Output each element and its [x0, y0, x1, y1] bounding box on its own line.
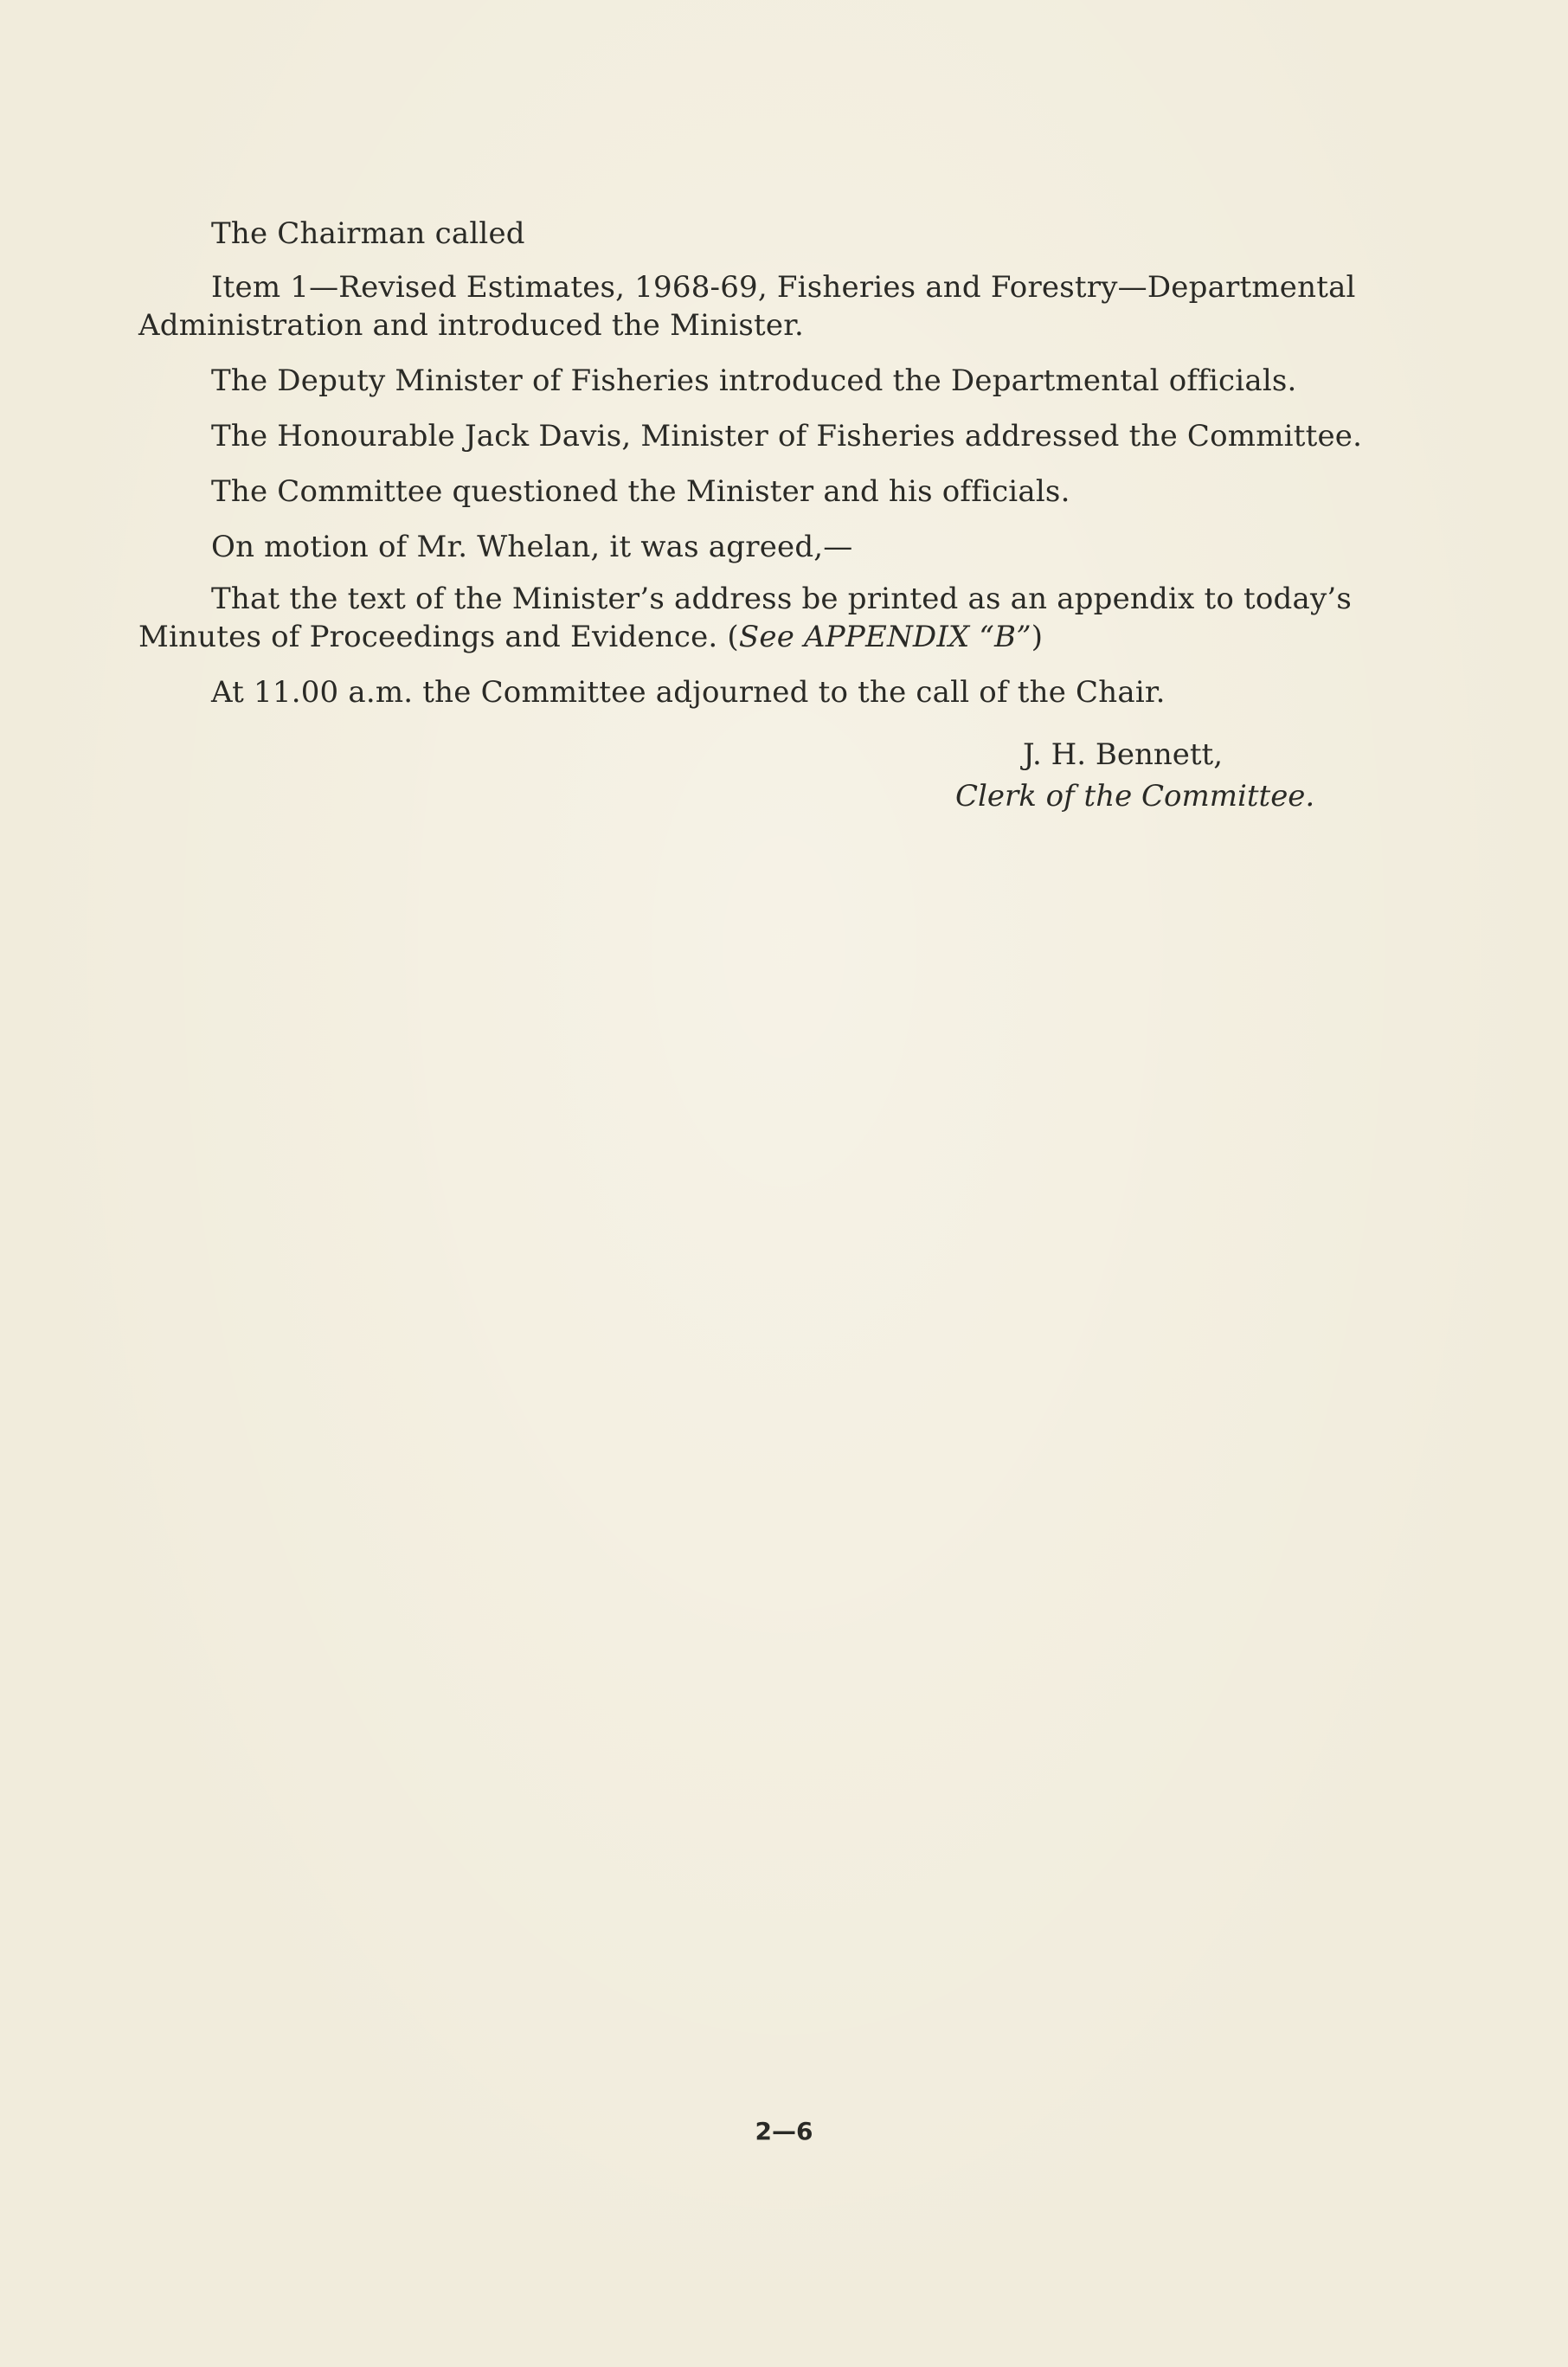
appendix-reference: See APPENDIX “B” — [738, 620, 1031, 654]
appendix-close-paren: ) — [1031, 620, 1044, 654]
paragraph-motion: On motion of Mr. Whelan, it was agreed,— — [211, 530, 853, 564]
paragraph-adjournment: At 11.00 a.m. the Committee adjourned to the call of the Chair. — [211, 675, 1166, 710]
clerk-name: J. H. Bennett, — [1023, 737, 1224, 772]
clerk-signature-block — [955, 734, 1314, 817]
page-number: 2—6 — [755, 2117, 813, 2145]
paragraph-chairman-called: The Chairman called — [211, 216, 525, 251]
paragraph-deputy-minister: The Deputy Minister of Fisheries introduced the Departmental officials. — [211, 363, 1297, 398]
paragraph-minister-address: The Honourable Jack Davis, Minister of Fisheries addressed the Committee. — [211, 419, 1363, 453]
clerk-title: Clerk of the Committee. — [955, 779, 1315, 814]
paragraph-item-1: Item 1—Revised Estimates, 1968-69, Fisheries and Forestry—Departmental Administration and introduced the Minister. — [138, 270, 1356, 343]
minutes-body — [138, 215, 1436, 729]
paragraph-committee-questioned: The Committee questioned the Minister and his officials. — [211, 474, 1070, 509]
appendix-resolution-text: That the text of the Minister’s address be printed as an appendix to today’s Minutes of Proceedings and Evidence. ( — [138, 582, 1353, 654]
paragraph-appendix-resolution — [138, 580, 1436, 656]
